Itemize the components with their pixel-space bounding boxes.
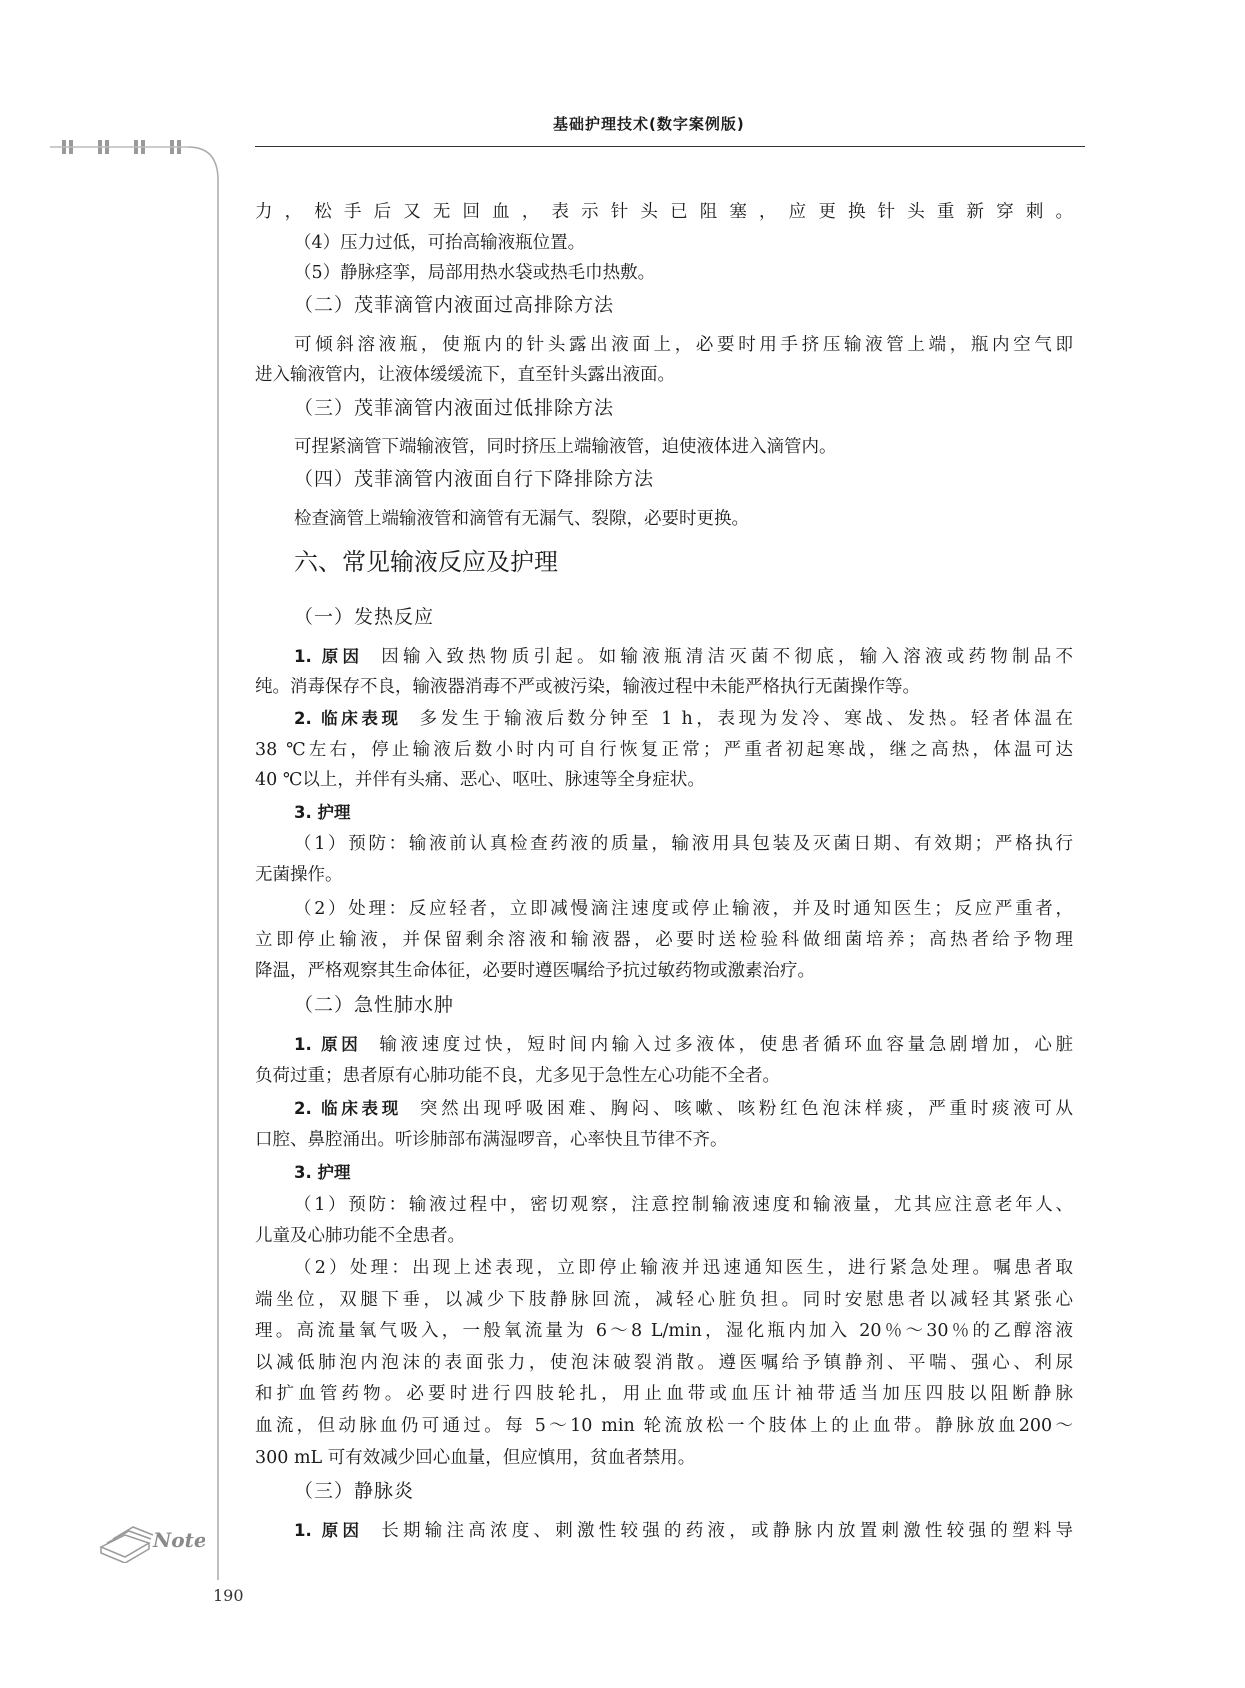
note-logo bbox=[95, 1513, 205, 1563]
item-text: 长期输注高浓度、刺激性较强的药液，或静脉内放置刺激性较强的塑料导 bbox=[381, 1521, 1073, 1541]
text-line: 立即停止输液，并保留剩余溶液和输液器，必要时送检验科做细菌培养；高热者给予物理 bbox=[255, 930, 1073, 950]
text-line: 端坐位，双腿下垂，以减少下肢静脉回流，减轻心脏负担。同时安慰患者以减轻其紧张心 bbox=[255, 1290, 1073, 1310]
text-line: （2）处理：出现上述表现，立即停止输液并迅速通知医生，进行紧急处理。嘱患者取 bbox=[294, 1258, 1073, 1278]
item-label: 3. 护理 bbox=[294, 803, 351, 822]
text-line: 40 ℃以上，并伴有头痛、恶心、呕吐、脉速等全身症状。 bbox=[255, 770, 705, 790]
note-logo-text: Note bbox=[153, 1528, 205, 1552]
section-heading: （三）茂菲滴管内液面过低排除方法 bbox=[294, 397, 615, 419]
item-label: 1. 原因 bbox=[294, 1035, 362, 1054]
item-text: 因输入致热物质引起。如输液瓶清洁灭菌不彻底，输入溶液或药物制品不 bbox=[381, 647, 1073, 667]
text-line bbox=[294, 708, 1073, 730]
text-line bbox=[294, 1162, 369, 1184]
text-line bbox=[294, 1098, 1073, 1120]
section-heading: （四）茂菲滴管内液面自行下降排除方法 bbox=[294, 468, 655, 490]
section-heading: （一）发热反应 bbox=[294, 606, 435, 628]
text-line: （1）预防：输液过程中，密切观察，注意控制输液速度和输液量，尤其应注意老年人、 bbox=[294, 1195, 1073, 1215]
text-line: 进入输液管内，让液体缓缓流下，直至针头露出液面。 bbox=[255, 365, 675, 385]
item-text: 输液速度过快，短时间内输入过多液体，使患者循环血容量急剧增加，心脏 bbox=[379, 1035, 1074, 1055]
item-label: 2. 临床表现 bbox=[294, 1099, 402, 1118]
section-heading: （二）茂菲滴管内液面过高排除方法 bbox=[294, 294, 615, 316]
text-line: 理。高流量氧气吸入，一般氧流量为 6～8 L/min，湿化瓶内加入 20％～30％的乙醇溶液 bbox=[255, 1321, 1073, 1341]
item-label: 2. 临床表现 bbox=[294, 709, 402, 728]
text-line: 血流，但动脉血仍可通过。每 5～10 min 轮流放松一个肢体上的止血带。静脉放血200～ bbox=[255, 1416, 1073, 1436]
section-heading: （二）急性肺水肿 bbox=[294, 994, 455, 1016]
text-line: 检查滴管上端输液管和滴管有无漏气、裂隙，必要时更换。 bbox=[294, 509, 749, 529]
item-label: 3. 护理 bbox=[294, 1163, 351, 1182]
text-line: 可倾斜溶液瓶，使瓶内的针头露出液面上，必要时用手挤压输液管上端，瓶内空气即 bbox=[294, 335, 1073, 355]
text-line: 以减低肺泡内泡沫的表面张力，使泡沫破裂消散。遵医嘱给予镇静剂、平喘、强心、利尿 bbox=[255, 1353, 1073, 1373]
book-icon bbox=[95, 1513, 205, 1563]
text-line: （4）压力过低，可抬高输液瓶位置。 bbox=[294, 233, 586, 253]
text-line: （5）静脉痉挛，局部用热水袋或热毛巾热敷。 bbox=[294, 263, 656, 283]
text-line: 纯。消毒保存不良，输液器消毒不严或被污染，输液过程中未能严格执行无菌操作等。 bbox=[255, 677, 920, 697]
text-line bbox=[294, 802, 369, 824]
text-line bbox=[294, 1034, 1073, 1056]
text-line: 无菌操作。 bbox=[255, 865, 343, 885]
text-line: 口腔、鼻腔涌出。听诊肺部布满湿啰音，心率快且节律不齐。 bbox=[255, 1130, 728, 1150]
running-header-title: 基础护理技术(数字案例版) bbox=[553, 115, 745, 133]
text-line bbox=[294, 1520, 1073, 1542]
text-line: 力，松手后又无回血，表示针头已阻塞，应更换针头重新穿刺。 bbox=[255, 202, 1073, 222]
text-line: 儿童及心肺功能不全患者。 bbox=[255, 1226, 465, 1246]
text-line bbox=[294, 646, 1073, 668]
text-line: 降温，严格观察其生命体征，必要时遵医嘱给予抗过敏药物或激素治疗。 bbox=[255, 961, 815, 981]
text-line: （2）处理：反应轻者，立即减慢滴注速度或停止输液，并及时通知医生；反应严重者， bbox=[294, 899, 1073, 919]
text-line: 300 mL 可有效减少回心血量，但应慎用，贫血者禁用。 bbox=[255, 1448, 696, 1468]
page-number: 190 bbox=[213, 1586, 244, 1605]
text-line: 可捏紧滴管下端输液管，同时挤压上端输液管，迫使液体进入滴管内。 bbox=[294, 437, 837, 457]
item-label: 1. 原因 bbox=[294, 647, 364, 666]
item-text: 多发生于输液后数分钟至 1 h，表现为发冷、寒战、发热。轻者体温在 bbox=[419, 709, 1074, 729]
text-line: 和扩血管药物。必要时进行四肢轮扎，用止血带或血压计袖带适当加压四肢以阻断静脉 bbox=[255, 1384, 1073, 1404]
text-line: 38 ℃左右，停止输液后数小时内可自行恢复正常；严重者初起寒战，继之高热，体温可达 bbox=[255, 740, 1073, 760]
text-line: 负荷过重；患者原有心肺功能不良，尤多见于急性左心功能不全者。 bbox=[255, 1066, 780, 1086]
item-text: 突然出现呼吸困难、胸闷、咳嗽、咳粉红色泡沫样痰，严重时痰液可从 bbox=[419, 1099, 1073, 1119]
text-line: （1）预防：输液前认真检查药液的质量，输液用具包装及灭菌日期、有效期；严格执行 bbox=[294, 834, 1073, 854]
section-heading: （三）静脉炎 bbox=[294, 1480, 415, 1502]
chapter-heading: 六、常见输液反应及护理 bbox=[294, 548, 558, 576]
item-label: 1. 原因 bbox=[294, 1521, 364, 1540]
